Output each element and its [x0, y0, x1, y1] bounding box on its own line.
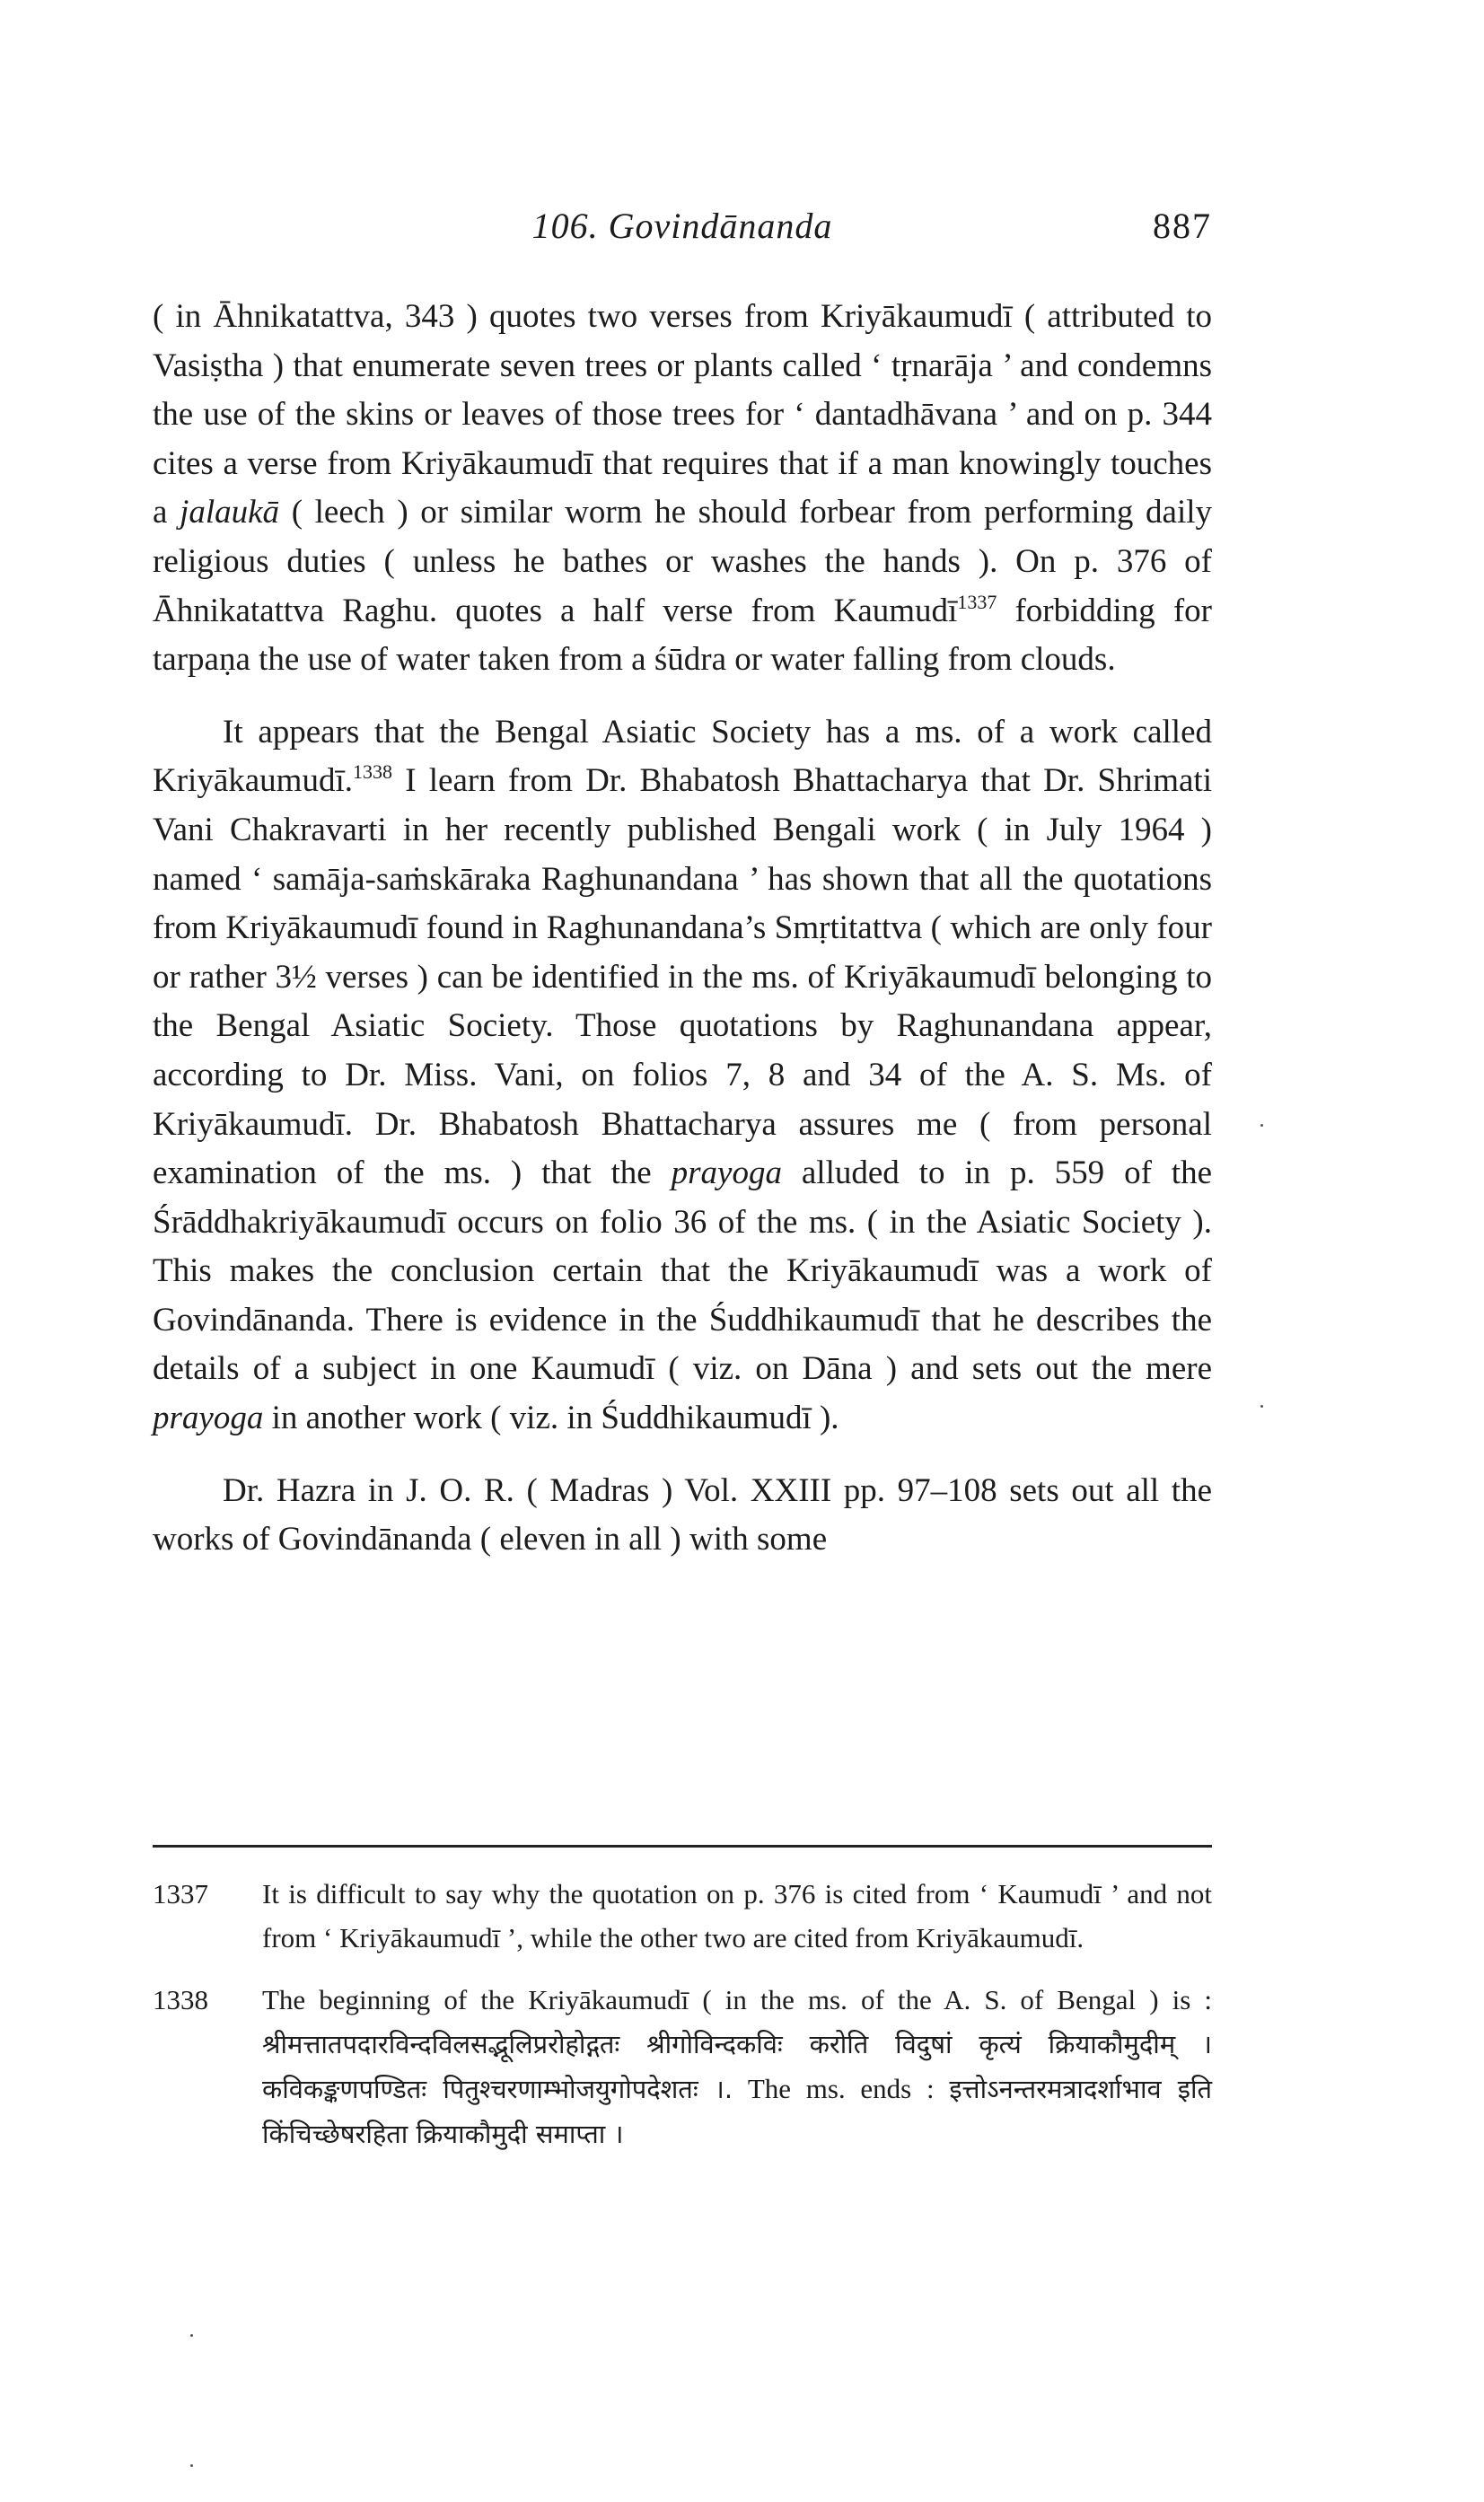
footnotes [153, 1872, 1212, 2156]
paragraph-1-italic-term: jalaukā [180, 494, 280, 531]
footnote-ref-1338[interactable]: 1338 [352, 760, 392, 784]
running-title: 106. Govindānanda [531, 206, 833, 246]
paragraph-2-text-f: in another work ( viz. in Śuddhikaumudī ). [271, 1400, 839, 1437]
paragraph-1-text-a: ( in Āhnikatattva, 343 ) quotes two verses from Kriyākaumudī ( attributed to Vasiṣtha ) that enumerate seven trees or plants called ‘ tṛnarāja ’ and condemns the use of the skins or leaves of those trees for ‘ dantadhāvana ’ and on p. 344 cites a verse from Kriyākaumudī that requires that if a man knowingly touches a [153, 298, 1212, 531]
scan-speck [1260, 1405, 1263, 1408]
main-text [153, 293, 1212, 1565]
footnote-ref-1337[interactable]: 1337 [957, 590, 997, 613]
paragraph-2-text-a: It appears that the Bengal Asiatic Society has a ms. of a work called Kriyākaumudī. [153, 713, 1212, 800]
footnote-text [262, 1978, 1212, 2156]
paragraph-2 [153, 708, 1212, 1444]
scan-speck [190, 2464, 193, 2467]
page-header [153, 205, 1212, 268]
footnote-number: 1338 [153, 1984, 208, 2015]
footnote-1338-sanskrit-end: इत्तोऽनन्तरमत्रादर्शाभाव इति किंचिच्छेषरहिता क्रियाकौमुदी समाप्ता । [262, 2074, 1213, 2149]
footnote-1338-text-b: The ms. ends : [747, 2073, 935, 2104]
footnote-1338-text-a: The beginning of the Kriyākaumudī ( in the ms. of the A. S. of Bengal ) is : [262, 1984, 1212, 2015]
footnote-1337 [153, 1872, 1212, 1960]
paragraph-1-text-c: ( leech ) or similar worm he should forbear from performing daily religious duties ( unless he bathes or washes the hands ). On p. 376 of Āhnikatattva Raghu. quotes a half verse from Kaumudī [153, 494, 1213, 629]
paragraph-3: Dr. Hazra in J. O. R. ( Madras ) Vol. XXIII pp. 97–108 sets out all the works of Govindānanda ( eleven in all ) with some [153, 1471, 1212, 1558]
footnote-1338 [153, 1978, 1212, 2156]
footnote-text: It is difficult to say why the quotation on p. 376 is cited from ‘ Kaumudī ’ and not from ‘ Kriyākaumudī ’, while the other two are cited from Kriyākaumudī. [262, 1878, 1212, 1953]
paragraph-2-text-b: I learn from Dr. Bhabatosh Bhattacharya that Dr. Shrimati Vani Chakravarti in her recently published Bengali work ( in July 1964 ) named ‘ samāja-saṁskāraka Raghunandana ’ has shown that all the quotations from Kriyākaumudī found in Raghunandana’s Smṛtitattva ( which are only four or rather 3½ verses ) can be identified in the ms. of Kriyākaumudī belonging to the Bengal Asiatic Society. Those quotations by Raghunandana appear, according to Dr. Miss. Vani, on folios 7, 8 and 34 of the A. S. Ms. of Kriyākaumudī. Dr. Bhabatosh Bhattacharya assures me ( from personal examination of the ms. ) that the [153, 762, 1212, 1192]
page-number: 887 [1153, 206, 1212, 246]
paragraph-1 [153, 293, 1212, 685]
paragraph-2-text-d: alluded to in p. 559 of the Śrāddhakriyākaumudī occurs on folio 36 of the ms. ( in the Asiatic Society ). This makes the conclusion certain that the Kriyākaumudī was a work of Govindānanda. There is evidence in the Śuddhikaumudī that he describes the details of a subject in one Kaumudī ( viz. on Dāna ) and sets out the mere [153, 1154, 1213, 1388]
scan-speck [1260, 1124, 1263, 1127]
paragraph-2-italic-prayoga-1: prayoga [671, 1154, 782, 1192]
scan-speck [190, 2334, 193, 2337]
footnote-1338-sanskrit-beginning: श्रीमत्तातपदारविन्दविलसद्भूलिप्ररोहोद्गतः श्रीगोविन्दकविः करोति विदुषां कृत्यं क्रियाकौमुदीम् । कविकङ्कणपण्डितः पितुश्चरणाम्भोजयुगोपदेशतः ।. [262, 2029, 1212, 2104]
paragraph-2-italic-prayoga-2: prayoga [153, 1400, 264, 1437]
footnote-number: 1337 [153, 1878, 208, 1909]
paragraph-1-text-d: forbidding for tarpaṇa the use of water taken from a śūdra or water falling from clouds. [153, 592, 1212, 679]
footnote-divider [153, 1845, 1212, 1848]
